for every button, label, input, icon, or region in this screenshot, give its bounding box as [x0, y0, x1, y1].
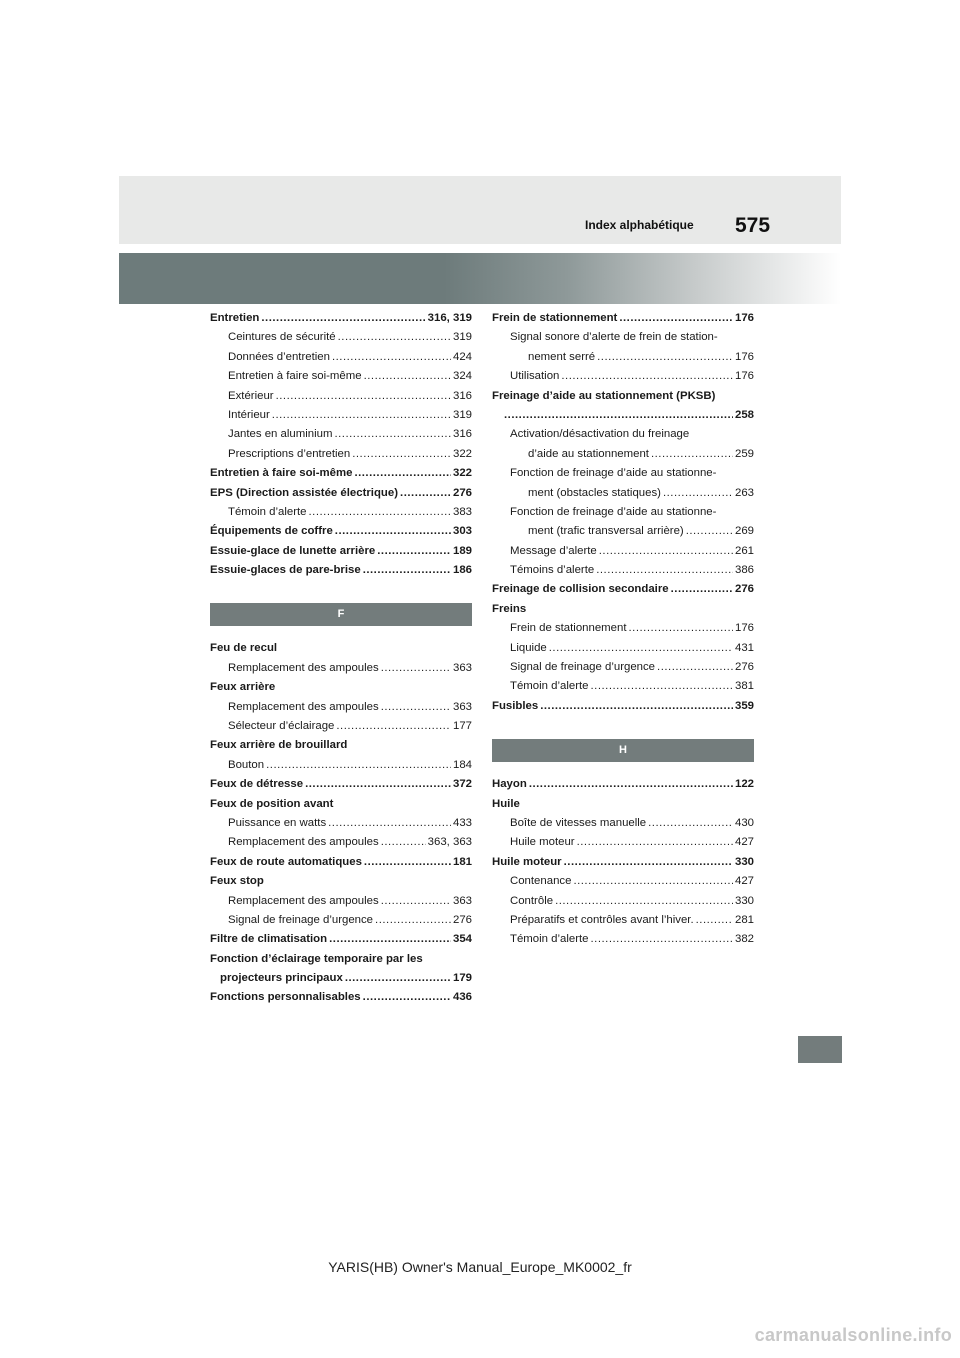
index-entry-label: Fonctions personnalisables [210, 991, 361, 1004]
index-entry [492, 814, 754, 833]
index-entry [210, 639, 472, 658]
index-entry-label: Entretien à faire soi-même [210, 467, 353, 480]
index-entry [210, 367, 472, 386]
leader-dots [591, 677, 733, 696]
index-group-f [210, 639, 472, 1007]
index-entry [492, 833, 754, 852]
index-entry-page: 427 [734, 836, 754, 849]
index-entry [492, 619, 754, 638]
index-entry [210, 833, 472, 852]
leader-dots [671, 580, 733, 599]
leader-dots [338, 328, 451, 347]
leader-dots [381, 659, 451, 678]
index-entry-page: 176 [734, 350, 754, 363]
index-column-left [210, 309, 472, 1008]
index-entry-page: 316, 319 [427, 311, 472, 324]
index-entry [492, 775, 754, 794]
index-entry-page: 330 [734, 855, 754, 868]
index-entry [210, 659, 472, 678]
index-entry-label: Témoin d’alerte [510, 680, 589, 693]
index-entry-label: Essuie-glace de lunette arrière [210, 544, 376, 557]
index-entry [492, 484, 754, 503]
index-entry [492, 328, 754, 347]
letter-divider-h: H [492, 739, 754, 762]
leader-dots [336, 717, 451, 736]
index-entry-page: 179 [452, 972, 472, 985]
index-entry [210, 892, 472, 911]
index-entry [492, 872, 754, 891]
index-entry-label: Jantes en aluminium [228, 428, 333, 441]
index-group-h [492, 775, 754, 950]
index-entry-label: Feux de position avant [210, 797, 334, 810]
leader-dots [381, 892, 451, 911]
leader-dots [657, 658, 733, 677]
index-entry [210, 503, 472, 522]
index-entry-label: Bouton [228, 758, 265, 771]
index-entry-label: Liquide [510, 641, 547, 654]
leader-dots [332, 348, 451, 367]
index-entry-page: 263 [734, 486, 754, 499]
index-entry-page: 176 [734, 370, 754, 383]
leader-dots [334, 425, 451, 444]
index-entry-page: 324 [452, 370, 472, 383]
index-entry-label: projecteurs principaux [220, 972, 343, 985]
index-entry [210, 989, 472, 1008]
index-entry-label: Témoin d’alerte [228, 505, 307, 518]
section-title: Index alphabétique [585, 218, 694, 232]
index-entry-page: 363 [452, 661, 472, 674]
index-entry-page: 281 [734, 913, 754, 926]
index-entry-page: 177 [452, 720, 472, 733]
leader-dots [328, 814, 451, 833]
index-entry-label: EPS (Direction assistée électrique) [210, 486, 399, 499]
letter-divider-f: F [210, 603, 472, 626]
leader-dots [648, 814, 733, 833]
index-entry [492, 367, 754, 386]
index-entry [210, 542, 472, 561]
index-entry [492, 445, 754, 464]
index-entry-page: 322 [452, 447, 472, 460]
leader-dots [577, 833, 733, 852]
index-entry-label: Feux stop [210, 875, 264, 888]
leader-dots [352, 445, 451, 464]
index-entry [210, 930, 472, 949]
index-entry-label: Témoins d’alerte [510, 564, 595, 577]
index-entry-page: 258 [734, 408, 754, 421]
index-entry-label: Message d’alerte [510, 544, 597, 557]
index-entry-page: 427 [734, 875, 754, 888]
leader-dots [696, 911, 733, 930]
leader-dots [345, 969, 451, 988]
index-entry [210, 348, 472, 367]
index-entry-page: 372 [452, 778, 472, 791]
index-entry-label: Essuie-glaces de pare-brise [210, 564, 361, 577]
leader-dots [363, 561, 451, 580]
index-entry-label: Freinage de collision secondaire [492, 583, 669, 596]
index-entry [492, 387, 754, 406]
index-entry [492, 658, 754, 677]
index-entry-page: 382 [734, 933, 754, 946]
leader-dots [363, 988, 451, 1007]
index-entry-page: 176 [734, 622, 754, 635]
index-entry [210, 387, 472, 406]
index-entry-label: Feux de route automatiques [210, 855, 362, 868]
index-entry-label: Fonction de freinage d’aide au stationne- [510, 505, 717, 518]
index-entry-label: Activation/désactivation du freinage [510, 428, 690, 441]
index-entry-label: Freinage d’aide au stationnement (PKSB) [492, 389, 716, 402]
index-entry-label: Huile [492, 797, 520, 810]
leader-dots [555, 892, 733, 911]
leader-dots [375, 911, 451, 930]
index-entry [492, 561, 754, 580]
leader-dots [364, 367, 451, 386]
footer-manual-id: YARIS(HB) Owner's Manual_Europe_MK0002_fr [328, 1259, 632, 1275]
leader-dots [619, 309, 733, 328]
index-entry-label: ment (trafic transversal arrière) [528, 525, 684, 538]
index-entry [492, 406, 754, 425]
leader-dots [335, 522, 451, 541]
index-entry-page: 276 [452, 913, 472, 926]
index-entry-label: Contenance [510, 875, 572, 888]
leader-dots [561, 367, 733, 386]
index-entry-page: 259 [734, 447, 754, 460]
index-entry [210, 814, 472, 833]
index-entry [210, 522, 472, 541]
index-group-e [210, 309, 472, 580]
index-entry [492, 600, 754, 619]
index-entry [492, 348, 754, 367]
index-entry-page: 176 [734, 311, 754, 324]
index-group-f-continued [492, 309, 754, 716]
index-entry-label: Frein de stationnement [510, 622, 627, 635]
index-entry-label: Signal de freinage d’urgence [228, 913, 374, 926]
index-entry [492, 464, 754, 483]
index-entry-page: 181 [452, 855, 472, 868]
index-entry [210, 853, 472, 872]
index-entry-page: 122 [734, 778, 754, 791]
index-entry-label: Signal sonore d’alerte de frein de station- [510, 331, 718, 344]
index-entry-page: 424 [452, 350, 472, 363]
index-entry-page: 269 [734, 525, 754, 538]
index-entry-label: Prescriptions d’entretien [228, 447, 351, 460]
index-entry-label: Filtre de climatisation [210, 933, 328, 946]
leader-dots [276, 387, 451, 406]
index-entry-page: 354 [452, 933, 472, 946]
header-band [119, 176, 841, 244]
index-entry-label: Remplacement des ampoules [228, 894, 379, 907]
index-entry [210, 969, 472, 988]
index-entry [210, 464, 472, 483]
leader-dots [377, 542, 451, 561]
index-entry-label: Boîte de vitesses manuelle [510, 816, 647, 829]
index-entry [210, 484, 472, 503]
index-column-right [492, 309, 754, 950]
leader-dots [573, 872, 733, 891]
index-entry-label: Puissance en watts [228, 816, 327, 829]
leader-dots [591, 930, 733, 949]
index-entry-label: Données d’entretien [228, 350, 330, 363]
leader-dots [651, 445, 733, 464]
index-entry [210, 872, 472, 891]
index-entry-page: 319 [452, 408, 472, 421]
index-entry [210, 911, 472, 930]
index-entry-page: 184 [452, 758, 472, 771]
index-entry-page: 383 [452, 505, 472, 518]
index-entry [210, 406, 472, 425]
index-entry-label: Ceintures de sécurité [228, 331, 336, 344]
index-entry-label: Sélecteur d’éclairage [228, 720, 335, 733]
leader-dots [663, 484, 733, 503]
index-entry-page: 276 [452, 486, 472, 499]
leader-dots [381, 833, 426, 852]
index-entry-label: Signal de freinage d’urgence [510, 661, 656, 674]
index-entry-page: 316 [452, 428, 472, 441]
index-entry-label: Utilisation [510, 370, 560, 383]
index-entry-label: ment (obstacles statiques) [528, 486, 661, 499]
index-entry-page: 319 [452, 331, 472, 344]
index-entry [210, 756, 472, 775]
index-entry-page: 189 [452, 544, 472, 557]
index-entry-label: Entretien [210, 311, 260, 324]
index-entry-label: Feux arrière de brouillard [210, 739, 348, 752]
leader-dots [596, 561, 733, 580]
index-entry-page: 363 [452, 700, 472, 713]
index-entry-label: nement serré [528, 350, 596, 363]
index-entry-page: 276 [734, 583, 754, 596]
leader-dots [686, 522, 733, 541]
index-entry [492, 580, 754, 599]
index-entry-label: Frein de stationnement [492, 311, 618, 324]
leader-dots [564, 853, 733, 872]
index-entry [210, 795, 472, 814]
index-entry [210, 445, 472, 464]
leader-dots [540, 697, 733, 716]
index-entry-label: d’aide au stationnement [528, 447, 649, 460]
leader-dots [549, 639, 733, 658]
index-entry [492, 892, 754, 911]
leader-dots [354, 464, 451, 483]
index-entry-label: Contrôle [510, 894, 554, 907]
index-entry-label: Huile moteur [510, 836, 575, 849]
index-entry-page: 363, 363 [427, 836, 472, 849]
index-entry-page: 431 [734, 641, 754, 654]
index-entry-label: Freins [492, 602, 527, 615]
watermark: carmanualsonline.info [754, 1325, 952, 1345]
index-entry-label: Extérieur [228, 389, 274, 402]
index-entry-page: 430 [734, 816, 754, 829]
index-entry-page: 359 [734, 699, 754, 712]
index-entry [492, 697, 754, 716]
index-entry [210, 717, 472, 736]
index-entry-label: Feux de détresse [210, 778, 304, 791]
index-entry [492, 309, 754, 328]
index-entry [210, 425, 472, 444]
index-entry [210, 561, 472, 580]
index-entry-label: Hayon [492, 778, 527, 791]
index-entry [492, 853, 754, 872]
index-entry-label: Huile moteur [492, 855, 562, 868]
index-entry-label: Préparatifs et contrôles avant l’hiver. [510, 913, 694, 926]
index-entry [492, 425, 754, 444]
leader-dots [599, 542, 733, 561]
leader-dots [305, 775, 451, 794]
index-entry [210, 736, 472, 755]
index-entry [210, 328, 472, 347]
index-entry [492, 522, 754, 541]
leader-dots [329, 930, 451, 949]
index-entry-label: Remplacement des ampoules [228, 836, 379, 849]
index-entry-label: Entretien à faire soi-même [228, 370, 362, 383]
index-entry-page: 433 [452, 816, 472, 829]
index-entry [492, 677, 754, 696]
index-entry-page: 363 [452, 894, 472, 907]
index-entry [492, 542, 754, 561]
index-entry-label: Fonction de freinage d’aide au stationne- [510, 467, 717, 480]
index-entry-page: 436 [452, 991, 472, 1004]
index-entry-label: Remplacement des ampoules [228, 700, 379, 713]
leader-dots [504, 406, 733, 425]
index-entry-label: Témoin d’alerte [510, 933, 589, 946]
thumb-index-tab [798, 1036, 842, 1063]
index-entry-label: Remplacement des ampoules [228, 661, 379, 674]
index-entry-page: 330 [734, 894, 754, 907]
index-entry-label: Intérieur [228, 408, 270, 421]
index-entry-page: 303 [452, 525, 472, 538]
page-number: 575 [735, 214, 771, 237]
decorative-band [119, 253, 841, 304]
index-entry-label: Fonction d’éclairage temporaire par les [210, 952, 423, 965]
leader-dots [400, 484, 451, 503]
index-entry [492, 930, 754, 949]
index-entry-page: 322 [452, 467, 472, 480]
index-entry-label: Équipements de coffre [210, 525, 333, 538]
index-entry [492, 911, 754, 930]
index-entry-label: Feux arrière [210, 681, 276, 694]
leader-dots [529, 775, 733, 794]
leader-dots [597, 348, 733, 367]
index-entry-page: 276 [734, 661, 754, 674]
index-entry-label: Feu de recul [210, 642, 278, 655]
leader-dots [364, 853, 451, 872]
index-entry-page: 186 [452, 564, 472, 577]
index-entry-page: 316 [452, 389, 472, 402]
leader-dots [272, 406, 451, 425]
index-entry-page: 261 [734, 544, 754, 557]
index-entry-page: 386 [734, 564, 754, 577]
index-entry [492, 639, 754, 658]
index-entry-label: Fusibles [492, 699, 539, 712]
index-entry [492, 795, 754, 814]
index-entry [210, 309, 472, 328]
leader-dots [381, 698, 451, 717]
index-entry [210, 678, 472, 697]
leader-dots [309, 503, 451, 522]
leader-dots [266, 756, 451, 775]
index-entry [492, 503, 754, 522]
leader-dots [629, 619, 733, 638]
index-entry [210, 775, 472, 794]
index-entry-page: 381 [734, 680, 754, 693]
index-entry [210, 950, 472, 969]
leader-dots [261, 309, 425, 328]
index-entry [210, 698, 472, 717]
